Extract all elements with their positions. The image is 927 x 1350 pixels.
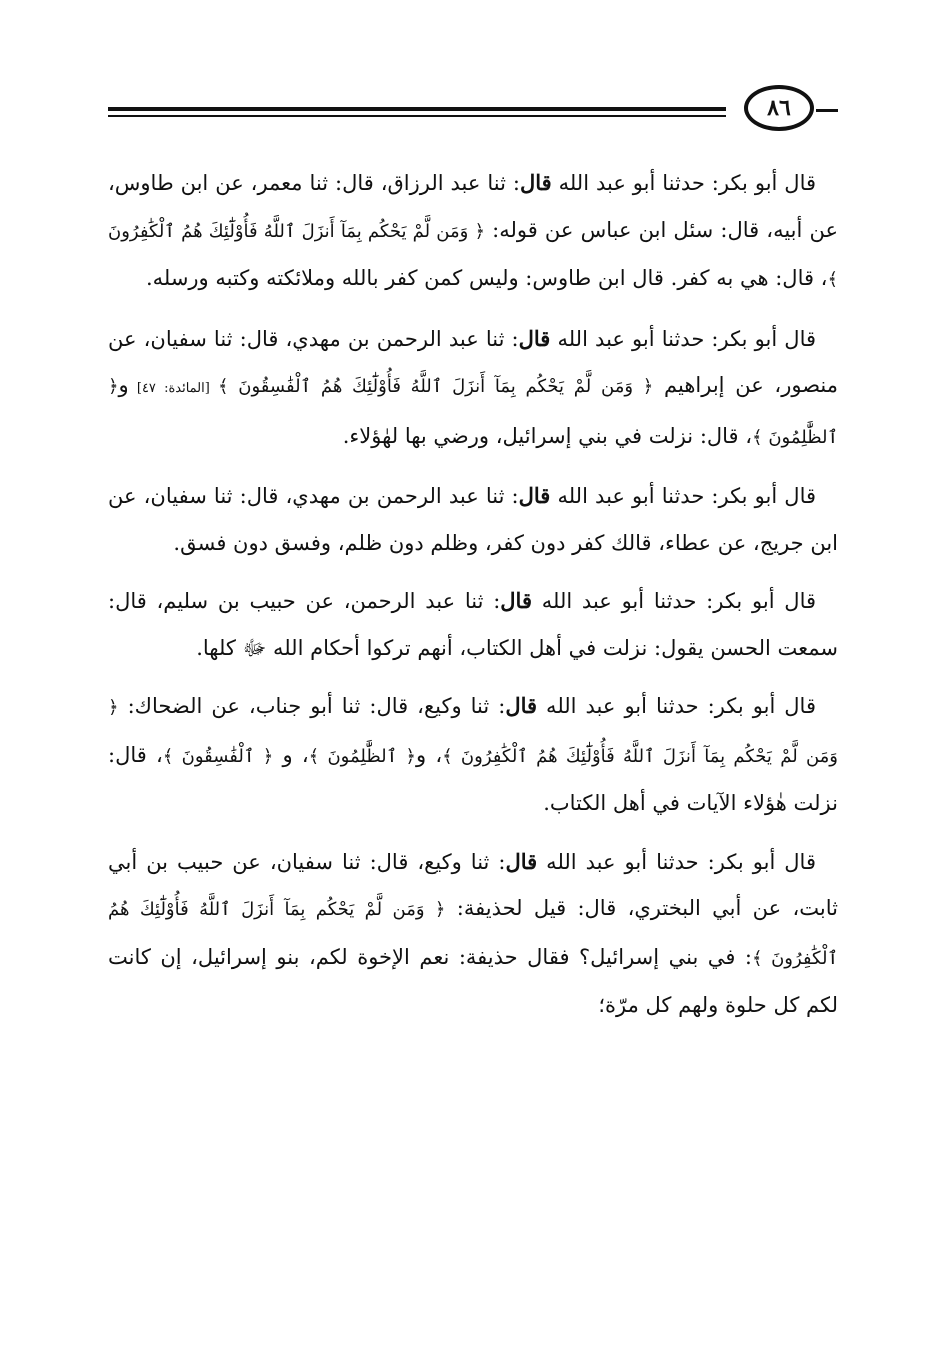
text-segment: ، و [273,742,309,767]
text-segment: : ثنا عبد الرحمن بن مهدي، قال: ثنا سفيان، عن منصور، عن إبراهيم [108,326,838,397]
paragraph [108,473,838,566]
text-segment: قال أبو بكر: حدثنا أبو عبد الله [550,484,817,508]
quran-verse: ﴿ وَمَن لَّمْ يَحْكُم بِمَآ أَنزَلَ ٱللَّهُ فَأُوْلَٰٓئِكَ هُمُ ٱلْكَٰفِرُونَ ﴾ [108,899,838,969]
text-segment: قال أبو بكر: حدثنا أبو عبد الله [537,849,816,874]
text-segment: قال أبو بكر: حدثنا أبو عبد الله [531,589,817,613]
bold-text: قال [519,170,552,195]
bold-text: قال [518,325,551,351]
quran-verse: ﴿ ٱلظَّٰلِمُونَ ﴾ [108,376,838,448]
text-segment: قال أبو بكر: حدثنا أبو عبد الله [551,171,817,195]
paragraph [108,316,838,462]
bold-text: قال [500,588,532,613]
paragraph [108,839,838,1029]
page-number-badge [744,85,814,131]
page-header [108,85,838,133]
quran-verse: ﴿ وَمَن لَّمْ يَحْكُم بِمَآ أَنزَلَ ٱللَّهُ فَأُوْلَٰٓئِكَ هُمُ ٱلْفَٰسِقُونَ ﴾ [217,376,654,397]
page-number: ٨٦ [767,95,791,121]
text-segment: : ثنا عبد الرحمن بن مهدي، قال: ثنا سفيان، عن ابن جريج، عن عطاء، قالك كفر دون كفر، وظلم دون ظلم، وفسق دون فسق. [108,484,838,555]
text-segment: ، قال: نزلت في بني إسرائيل، ورضي بها لهٰؤلاء. [342,423,753,448]
text-segment: : ثنا وكيع، قال: ثنا سفيان، عن حبيب بن أبي ثابت، عن أبي البختري، قال: قيل لحذيفة: [108,849,838,920]
paragraph [108,160,838,304]
quran-verse: ﴿ ٱلظَّٰلِمُونَ ﴾ [308,745,416,767]
text-segment: : ثنا عبد الرحمن، عن حبيب بن سليم، قال: سمعت الحسن يقول: نزلت في أهل الكتاب، أنهم تركوا أحكام الله ﷻ كلها. [108,589,838,660]
header-rule-thick [108,107,726,111]
paragraph [108,578,838,671]
main-text [108,160,838,1041]
paragraph [108,683,838,827]
text-segment: قال أبو بكر: حدثنا أبو عبد الله [550,326,817,351]
bold-text: قال [505,848,538,874]
header-rule-right [816,109,838,112]
text-segment: ، قال: نزلت هٰؤلاء الآيات في أهل الكتاب. [108,742,838,815]
quran-verse: ﴿ وَمَن لَّمْ يَحْكُم بِمَآ أَنزَلَ ٱللَّهُ فَأُوْلَٰٓئِكَ هُمُ ٱلْكَٰفِرُونَ ﴾ [108,697,838,767]
text-segment: و [118,373,129,397]
text-segment: قال أبو بكر: حدثنا أبو عبد الله [537,694,816,718]
text-segment: : في بني إسرائيل؟ فقال حذيفة: نعم الإخوة لكم، بنو إسرائيل، إن كانت لكم كل حلوة ولهم كل مرّة؛ [108,944,838,1017]
text-segment: ، قال: هي به كفر. قال ابن طاوس: وليس كمن كفر بالله وملائكته وكتبه ورسله. [145,266,828,290]
bold-text: قال [518,483,551,508]
text-segment: : ثنا وكيع، قال: ثنا أبو جناب، عن الضحاك: [118,694,506,718]
text-segment: : ثنا عبد الرزاق، قال: ثنا معمر، عن ابن طاوس، عن أبيه، قال: سئل ابن عباس عن قوله: [108,171,838,242]
text-segment: ، و [415,742,443,767]
bold-text: قال [505,693,538,718]
header-rule-thin [108,115,726,117]
verse-reference: [المائدة: ٤٧] [128,381,218,396]
quran-verse: ﴿ وَمَن لَّمْ يَحْكُم بِمَآ أَنزَلَ ٱللَّهُ فَأُوْلَٰٓئِكَ هُمُ ٱلْكَٰفِرُونَ ﴾ [108,220,838,290]
quran-verse: ﴿ ٱلْفَٰسِقُونَ ﴾ [162,745,274,767]
